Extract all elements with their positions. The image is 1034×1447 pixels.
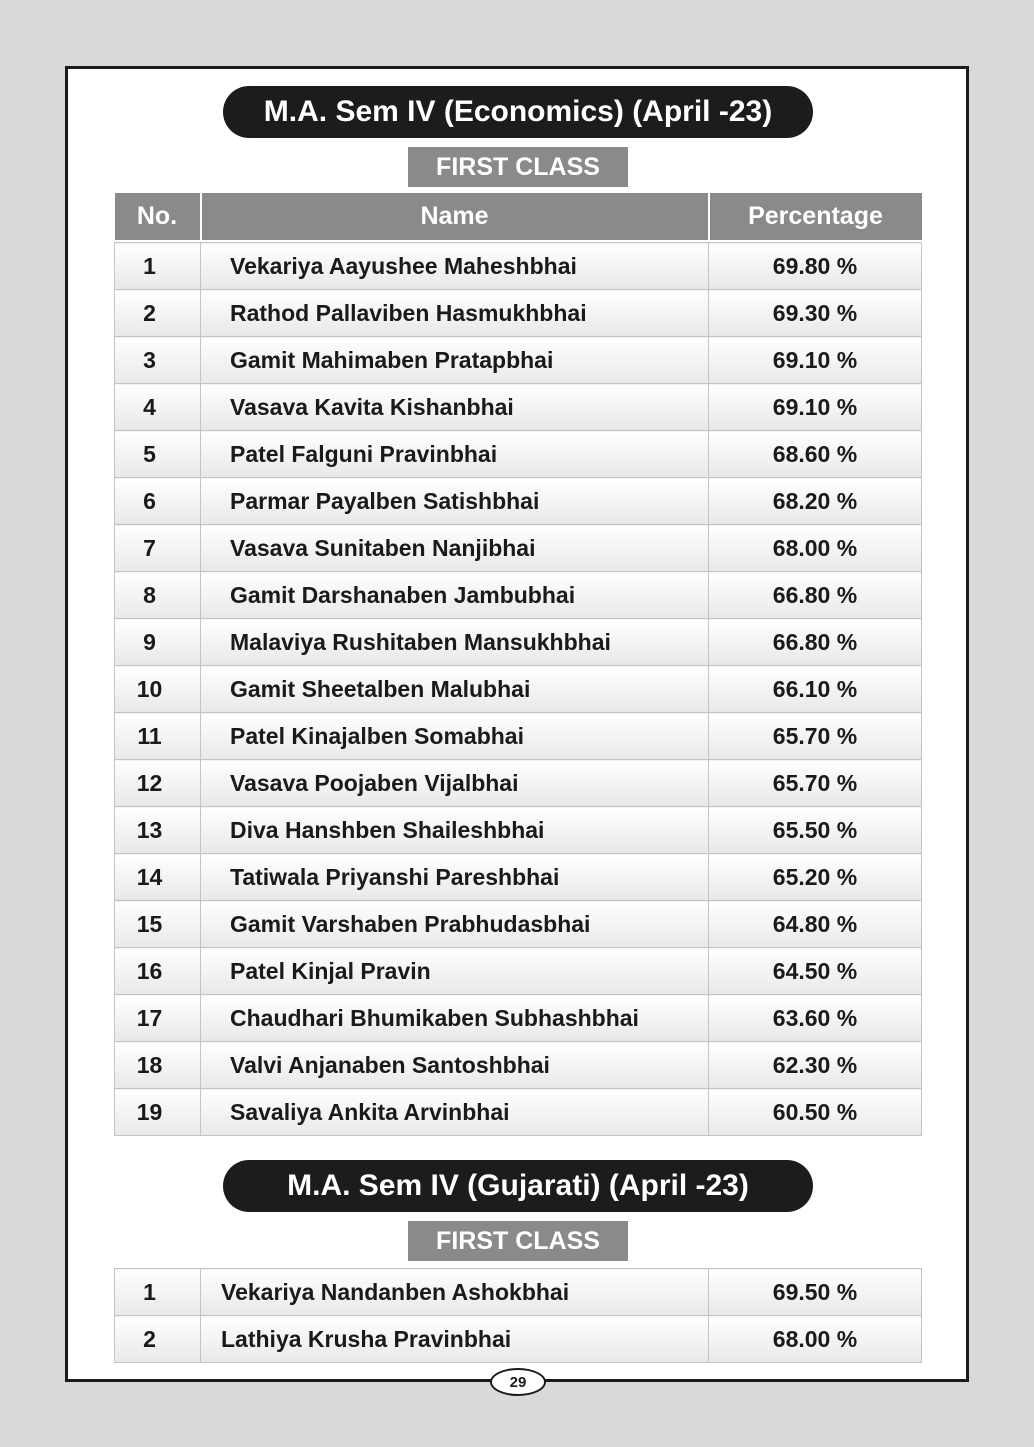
percentage-value: 62.30 % bbox=[709, 1042, 922, 1089]
student-name: Chaudhari Bhumikaben Subhashbhai bbox=[201, 995, 709, 1042]
student-name: Diva Hanshben Shaileshbhai bbox=[201, 807, 709, 854]
results-table-economics bbox=[114, 193, 922, 1136]
row-number: 15 bbox=[115, 901, 201, 948]
percentage-value: 64.50 % bbox=[709, 948, 922, 995]
student-name: Vekariya Nandanben Ashokbhai bbox=[201, 1269, 709, 1316]
results-table-gujarati bbox=[114, 1268, 922, 1363]
document-page bbox=[65, 66, 969, 1391]
header-percentage: Percentage bbox=[709, 193, 922, 240]
table-row bbox=[115, 854, 922, 901]
student-name: Patel Kinajalben Somabhai bbox=[201, 713, 709, 760]
table-row bbox=[115, 290, 922, 337]
table-row bbox=[115, 666, 922, 713]
table-row bbox=[115, 619, 922, 666]
table-row bbox=[115, 807, 922, 854]
percentage-value: 64.80 % bbox=[709, 901, 922, 948]
student-name: Gamit Mahimaben Pratapbhai bbox=[201, 337, 709, 384]
percentage-value: 68.20 % bbox=[709, 478, 922, 525]
row-number: 6 bbox=[115, 478, 201, 525]
table-row bbox=[115, 1316, 922, 1363]
percentage-value: 60.50 % bbox=[709, 1089, 922, 1136]
percentage-value: 69.10 % bbox=[709, 384, 922, 431]
percentage-value: 65.70 % bbox=[709, 760, 922, 807]
percentage-value: 66.80 % bbox=[709, 572, 922, 619]
table-row bbox=[115, 713, 922, 760]
page-number: 29 bbox=[490, 1368, 546, 1396]
percentage-value: 69.50 % bbox=[709, 1269, 922, 1316]
table-row bbox=[115, 995, 922, 1042]
percentage-value: 69.80 % bbox=[709, 243, 922, 290]
header-name: Name bbox=[201, 193, 709, 240]
table-header-row bbox=[115, 193, 922, 240]
table-row bbox=[115, 478, 922, 525]
student-name: Vasava Poojaben Vijalbhai bbox=[201, 760, 709, 807]
student-name: Vasava Sunitaben Nanjibhai bbox=[201, 525, 709, 572]
table-row bbox=[115, 243, 922, 290]
percentage-value: 68.00 % bbox=[709, 1316, 922, 1363]
header-no: No. bbox=[115, 193, 201, 240]
student-name: Vekariya Aayushee Maheshbhai bbox=[201, 243, 709, 290]
student-name: Gamit Varshaben Prabhudasbhai bbox=[201, 901, 709, 948]
table-row bbox=[115, 948, 922, 995]
section-title-economics: M.A. Sem IV (Economics) (April -23) bbox=[223, 86, 813, 138]
percentage-value: 65.70 % bbox=[709, 713, 922, 760]
student-name: Lathiya Krusha Pravinbhai bbox=[201, 1316, 709, 1363]
student-name: Gamit Darshanaben Jambubhai bbox=[201, 572, 709, 619]
row-number: 3 bbox=[115, 337, 201, 384]
percentage-value: 66.10 % bbox=[709, 666, 922, 713]
row-number: 10 bbox=[115, 666, 201, 713]
percentage-value: 69.30 % bbox=[709, 290, 922, 337]
table-row bbox=[115, 384, 922, 431]
percentage-value: 63.60 % bbox=[709, 995, 922, 1042]
row-number: 1 bbox=[115, 1269, 201, 1316]
row-number: 8 bbox=[115, 572, 201, 619]
row-number: 13 bbox=[115, 807, 201, 854]
first-class-badge: FIRST CLASS bbox=[408, 147, 628, 187]
percentage-value: 66.80 % bbox=[709, 619, 922, 666]
student-name: Malaviya Rushitaben Mansukhbhai bbox=[201, 619, 709, 666]
table-row bbox=[115, 760, 922, 807]
row-number: 11 bbox=[115, 713, 201, 760]
row-number: 9 bbox=[115, 619, 201, 666]
row-number: 16 bbox=[115, 948, 201, 995]
row-number: 14 bbox=[115, 854, 201, 901]
table-row bbox=[115, 337, 922, 384]
table-row bbox=[115, 572, 922, 619]
student-name: Parmar Payalben Satishbhai bbox=[201, 478, 709, 525]
table-row bbox=[115, 431, 922, 478]
student-name: Gamit Sheetalben Malubhai bbox=[201, 666, 709, 713]
student-name: Patel Kinjal Pravin bbox=[201, 948, 709, 995]
table-row bbox=[115, 901, 922, 948]
row-number: 5 bbox=[115, 431, 201, 478]
student-name: Valvi Anjanaben Santoshbhai bbox=[201, 1042, 709, 1089]
student-name: Rathod Pallaviben Hasmukhbhai bbox=[201, 290, 709, 337]
first-class-badge: FIRST CLASS bbox=[408, 1221, 628, 1261]
row-number: 17 bbox=[115, 995, 201, 1042]
table-row bbox=[115, 1089, 922, 1136]
table-row bbox=[115, 525, 922, 572]
section-title-gujarati: M.A. Sem IV (Gujarati) (April -23) bbox=[223, 1160, 813, 1212]
row-number: 2 bbox=[115, 1316, 201, 1363]
row-number: 19 bbox=[115, 1089, 201, 1136]
row-number: 18 bbox=[115, 1042, 201, 1089]
percentage-value: 65.50 % bbox=[709, 807, 922, 854]
student-name: Savaliya Ankita Arvinbhai bbox=[201, 1089, 709, 1136]
percentage-value: 68.60 % bbox=[709, 431, 922, 478]
table-row bbox=[115, 1269, 922, 1316]
student-name: Vasava Kavita Kishanbhai bbox=[201, 384, 709, 431]
row-number: 7 bbox=[115, 525, 201, 572]
student-name: Patel Falguni Pravinbhai bbox=[201, 431, 709, 478]
row-number: 2 bbox=[115, 290, 201, 337]
percentage-value: 68.00 % bbox=[709, 525, 922, 572]
row-number: 12 bbox=[115, 760, 201, 807]
table-row bbox=[115, 1042, 922, 1089]
row-number: 4 bbox=[115, 384, 201, 431]
row-number: 1 bbox=[115, 243, 201, 290]
percentage-value: 69.10 % bbox=[709, 337, 922, 384]
student-name: Tatiwala Priyanshi Pareshbhai bbox=[201, 854, 709, 901]
percentage-value: 65.20 % bbox=[709, 854, 922, 901]
